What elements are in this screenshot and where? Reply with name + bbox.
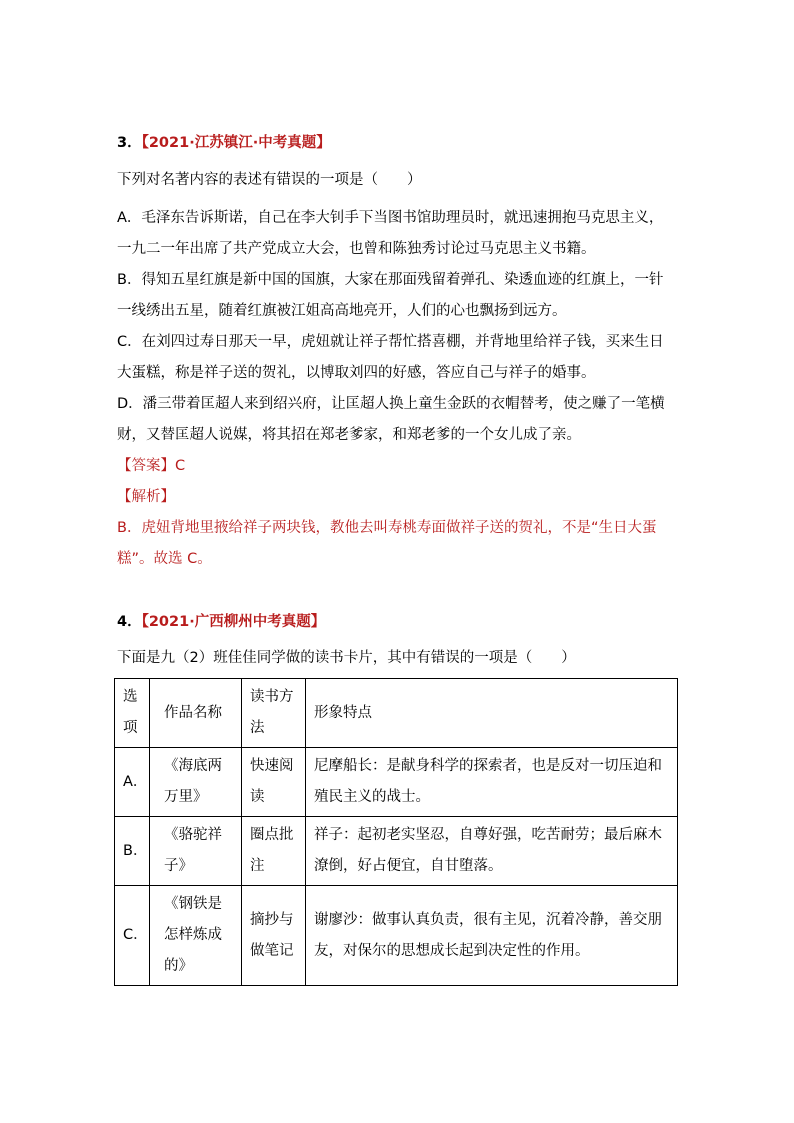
option-b-line-1: B．得知五星红旗是新中国的国旗，大家在那面残留着弹孔、染透血迹的红旗上，一针 — [117, 272, 664, 288]
row-work-name — [150, 886, 242, 986]
trait-line: 友，对保尔的思想成长起到决定性的作用。 — [314, 942, 590, 959]
row-trait — [306, 886, 678, 986]
analysis-line-1: B．虎妞背地里掖给祥子两块钱，教他去叫寿桃寿面做祥子送的贺礼，不是“生日大蛋 — [117, 520, 657, 536]
row-option: C． — [115, 886, 150, 986]
header-method-line: 读书方 — [250, 689, 294, 705]
header-option-line: 项 — [123, 720, 138, 736]
header-work-name: 作品名称 — [150, 679, 242, 748]
trait-line: 祥子：起初老实坚忍，自尊好强，吃苦耐劳；最后麻木 — [314, 827, 662, 843]
header-trait: 形象特点 — [306, 679, 678, 748]
question-source: 【2021·江苏镇江·中考真题】 — [141, 135, 331, 151]
row-method — [242, 748, 306, 817]
answer-tag: 【答案】 — [117, 458, 175, 474]
method-line: 读 — [250, 789, 265, 805]
question-number: 3． — [117, 135, 142, 151]
row-trait — [306, 817, 678, 886]
question-number: 4． — [117, 614, 142, 630]
row-trait — [306, 748, 678, 817]
header-method-line: 法 — [250, 720, 265, 736]
option-a-line-1: A．毛泽东告诉斯诺，自己在李大钊手下当图书馆助理员时，就迅速拥抱马克思主义， — [117, 210, 664, 226]
header-option — [115, 679, 150, 748]
method-line: 圈点批 — [250, 827, 294, 843]
option-d-line-2: 财，又替匡超人说媒，将其招在郑老爹家，和郑老爹的一个女儿成了亲。 — [117, 427, 581, 443]
question-4-stem: 下面是九（2）班佳佳同学做的读书卡片，其中有错误的一项是（ ） — [117, 650, 576, 666]
work-name-line: 万里》 — [164, 789, 208, 805]
method-line: 做笔记 — [250, 942, 294, 959]
trait-line: 谢廖沙：做事认真负责，很有主见，沉着冷静，善交朋 — [314, 911, 662, 928]
method-line: 摘抄与 — [250, 911, 294, 928]
option-a-line-2: 一九二一年出席了共产党成立大会，也曾和陈独秀讨论过马克思主义书籍。 — [117, 241, 596, 257]
option-c-line-2: 大蛋糕，称是祥子送的贺礼，以博取刘四的好感，答应自己与祥子的婚事。 — [117, 365, 596, 381]
table-header-row — [115, 679, 678, 748]
table-row — [115, 886, 678, 986]
work-name-line: 子》 — [164, 858, 193, 874]
table-row — [115, 817, 678, 886]
work-name-line: 《钢铁是 — [164, 896, 222, 912]
row-method — [242, 817, 306, 886]
reading-card-table — [114, 678, 678, 986]
work-name-line: 《海底两 — [164, 758, 222, 774]
row-work-name — [150, 748, 242, 817]
analysis-tag: 【解析】 — [117, 489, 175, 505]
option-c-line-1: C．在刘四过寿日那天一早，虎妞就让祥子帮忙搭喜棚，并背地里给祥子钱，买来生日 — [117, 334, 664, 350]
option-d-line-1: D．潘三带着匡超人来到绍兴府，让匡超人换上童生金跃的衣帽替考，使之赚了一笔横 — [117, 396, 665, 412]
question-3-header — [117, 133, 331, 153]
question-source: 【2021·广西柳州中考真题】 — [141, 614, 326, 630]
trait-line: 潦倒，好占便宜，自甘堕落。 — [314, 858, 503, 874]
table-row — [115, 748, 678, 817]
row-option: B． — [115, 817, 150, 886]
question-3-stem: 下列对名著内容的表述有错误的一项是（ ） — [117, 172, 422, 188]
work-name-line: 怎样炼成 — [164, 927, 222, 943]
row-method — [242, 886, 306, 986]
analysis-line-2: 糕”。故选 C。 — [117, 551, 212, 567]
answer-value: C — [175, 458, 186, 474]
work-name-line: 《骆驼祥 — [164, 827, 222, 843]
header-method — [242, 679, 306, 748]
option-b-line-2: 一线绣出五星，随着红旗被江姐高高地亮开，人们的心也飘扬到远方。 — [117, 303, 567, 319]
method-line: 注 — [250, 858, 265, 874]
trait-line: 尼摩船长：是献身科学的探索者，也是反对一切压迫和 — [314, 758, 662, 774]
header-option-line: 选 — [123, 689, 138, 705]
row-work-name — [150, 817, 242, 886]
trait-line: 殖民主义的战士。 — [314, 789, 430, 805]
work-name-line: 的》 — [164, 958, 193, 974]
method-line: 快速阅 — [250, 758, 294, 774]
answer-line — [117, 456, 185, 476]
question-4-header — [117, 612, 325, 632]
row-option: A． — [115, 748, 150, 817]
